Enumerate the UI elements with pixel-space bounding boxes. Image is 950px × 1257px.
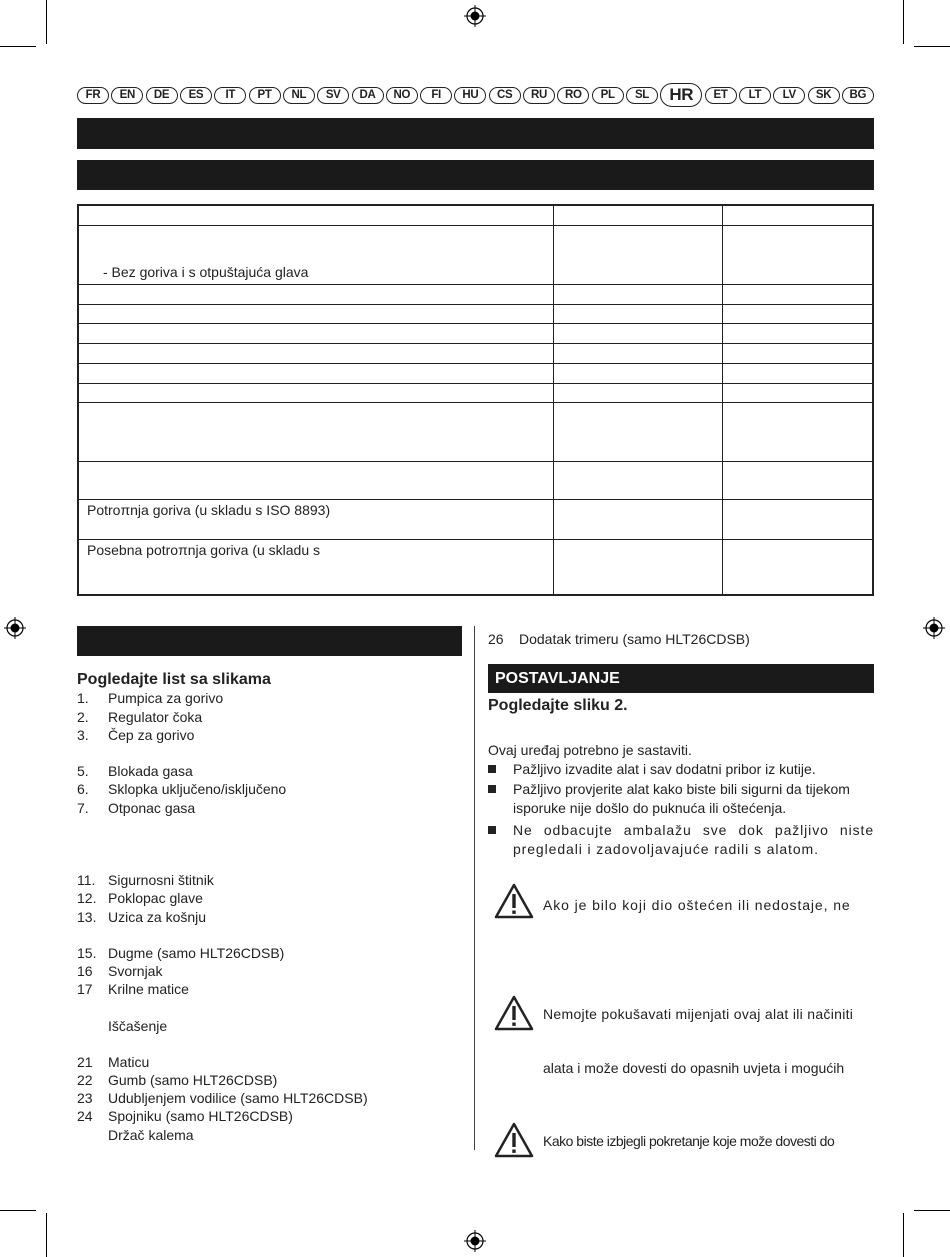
table-row xyxy=(78,284,873,304)
column-divider xyxy=(474,626,475,1150)
table-cell-value xyxy=(554,402,723,461)
list-item: 5. Blokada gasa xyxy=(77,763,193,779)
list-item: 12. Poklopac glave xyxy=(77,890,203,906)
crop-mark xyxy=(914,46,950,47)
list-item: 16 Svornjak xyxy=(77,963,163,979)
spec-table xyxy=(77,204,874,596)
list-item: 11. Sigurnosni štitnik xyxy=(77,872,214,888)
list-item: Iščašenje xyxy=(108,1018,168,1034)
table-cell-value xyxy=(554,205,723,225)
table-row xyxy=(78,205,873,225)
list-item: 1. Pumpica za gorivo xyxy=(77,690,224,706)
table-row xyxy=(78,461,873,499)
registration-mark-icon xyxy=(464,1230,486,1252)
lang-tab-lv[interactable]: LV xyxy=(773,87,805,104)
table-row xyxy=(78,343,873,363)
right-heading: Pogledajte sliku 2. xyxy=(488,697,628,714)
lang-tab-fi[interactable]: FI xyxy=(420,87,452,104)
warning-icon xyxy=(494,883,534,919)
lang-tab-bg[interactable]: BG xyxy=(842,87,874,104)
bullet-square-icon xyxy=(488,826,496,834)
left-heading: Pogledajte list sa slikama xyxy=(77,671,271,688)
table-cell-label xyxy=(78,284,554,304)
list-item: 23 Udubljenjem vodilice (samo HLT26CDSB) xyxy=(77,1090,368,1106)
section-bar-description xyxy=(77,626,462,656)
lang-tab-en[interactable]: EN xyxy=(111,87,143,104)
table-cell-value xyxy=(723,363,874,383)
list-item: 3. Čep za gorivo xyxy=(77,727,195,743)
lang-tab-pl[interactable]: PL xyxy=(592,87,624,104)
list-item: 26 Dodatak trimeru (samo HLT26CDSB) xyxy=(488,631,750,647)
table-cell-value xyxy=(554,539,723,595)
table-cell-value xyxy=(723,383,874,402)
lang-tab-cs[interactable]: CS xyxy=(489,87,521,104)
bullet-item: Pažljivo izvadite alat i sav dodatni pribor iz kutije. xyxy=(488,760,874,779)
table-cell-value xyxy=(723,499,874,539)
crop-mark xyxy=(0,1210,36,1211)
table-row xyxy=(78,363,873,383)
lang-tab-fr[interactable]: FR xyxy=(77,87,109,104)
warning-icon xyxy=(494,995,534,1031)
table-cell-label xyxy=(78,205,554,225)
subtitle-bar xyxy=(77,160,874,190)
list-item: 13. Uzica za košnju xyxy=(77,909,207,925)
crop-mark xyxy=(914,1210,950,1211)
lang-tab-de[interactable]: DE xyxy=(146,87,178,104)
crop-mark xyxy=(46,1213,47,1257)
table-cell-value xyxy=(723,323,874,343)
language-bar xyxy=(77,85,874,105)
list-item: 15. Dugme (samo HLT26CDSB) xyxy=(77,945,285,961)
lang-tab-no[interactable]: NO xyxy=(386,87,418,104)
crop-mark xyxy=(0,46,36,47)
warning-icon xyxy=(494,1122,534,1158)
table-cell-value xyxy=(723,205,874,225)
crop-mark xyxy=(46,0,47,44)
title-bar xyxy=(77,118,874,149)
list-item: 21 Maticu xyxy=(77,1054,150,1070)
list-item: 22 Gumb (samo HLT26CDSB) xyxy=(77,1072,278,1088)
table-cell-value xyxy=(554,304,723,323)
table-cell-label: - Bez goriva i s otpuštajuća glava xyxy=(103,263,309,280)
registration-mark-icon xyxy=(464,5,486,27)
list-item: 2. Regulator čoka xyxy=(77,709,203,725)
table-cell-label xyxy=(78,323,554,343)
table-cell-value xyxy=(554,284,723,304)
table-cell-value xyxy=(554,225,723,284)
table-cell-value xyxy=(723,539,874,595)
bullet-square-icon xyxy=(488,765,496,773)
warning-text: Kako biste izbjegli pokretanje koje može dovesti do xyxy=(543,1133,835,1149)
table-cell-label xyxy=(78,383,554,402)
table-row xyxy=(78,225,873,284)
registration-mark-icon xyxy=(923,617,945,639)
table-cell-label xyxy=(78,461,554,499)
warning-text: alata i može dovesti do opasnih uvjeta i mogućih xyxy=(543,1060,845,1076)
list-item: 24 Spojniku (samo HLT26CDSB) xyxy=(77,1108,293,1124)
crop-mark xyxy=(903,0,904,44)
table-cell-label xyxy=(78,363,554,383)
registration-mark-icon xyxy=(4,617,26,639)
lang-tab-sv[interactable]: SV xyxy=(317,87,349,104)
table-cell-value xyxy=(554,499,723,539)
table-cell-label xyxy=(78,304,554,323)
table-row xyxy=(78,499,873,539)
warning-text: Nemojte pokušavati mijenjati ovaj alat ili načiniti xyxy=(543,1006,854,1022)
table-cell-label xyxy=(78,343,554,363)
bullet-item: Pažljivo provjerite alat kako biste bili sigurni da tijekom isporuke nije došlo do puknuća ili oštećenja. xyxy=(488,780,874,817)
table-cell-value xyxy=(723,284,874,304)
table-cell-value xyxy=(723,402,874,461)
warning-text: Ako je bilo koji dio oštećen ili nedostaje, ne xyxy=(543,897,851,913)
lang-tab-et[interactable]: ET xyxy=(705,87,737,104)
list-item: 6. Sklopka uključeno/isključeno xyxy=(77,781,287,797)
bullet-square-icon xyxy=(488,785,496,793)
table-cell-value xyxy=(554,461,723,499)
table-cell-value xyxy=(723,461,874,499)
table-row xyxy=(78,539,873,595)
table-cell-value xyxy=(554,363,723,383)
table-row xyxy=(78,383,873,402)
table-cell-value xyxy=(723,304,874,323)
table-cell-value xyxy=(723,225,874,284)
table-cell-value xyxy=(723,343,874,363)
table-cell-label: Posebna potroπnja goriva (u skladu s xyxy=(78,539,554,595)
intro-text: Ovaj uređaj potrebno je sastaviti. xyxy=(488,742,692,758)
table-row xyxy=(78,402,873,461)
table-row xyxy=(78,323,873,343)
crop-mark xyxy=(903,1213,904,1257)
lang-tab-hu[interactable]: HU xyxy=(454,87,486,104)
table-cell-value xyxy=(554,323,723,343)
lang-tab-hr[interactable]: HR xyxy=(660,83,702,107)
bullet-item: Ne odbacujte ambalažu sve dok pažljivo niste pregledali i zadovoljavajuće radili s alatom. xyxy=(488,821,874,858)
list-item: 17 Krilne matice xyxy=(77,981,189,997)
lang-tab-pt[interactable]: PT xyxy=(249,87,281,104)
lang-tab-ro[interactable]: RO xyxy=(557,87,589,104)
lang-tab-lt[interactable]: LT xyxy=(739,87,771,104)
lang-tab-da[interactable]: DA xyxy=(352,87,384,104)
table-cell-value xyxy=(554,383,723,402)
table-cell-label xyxy=(78,402,554,461)
lang-tab-nl[interactable]: NL xyxy=(283,87,315,104)
lang-tab-sl[interactable]: SL xyxy=(626,87,658,104)
list-item: 7. Otponac gasa xyxy=(77,800,196,816)
table-cell-label: Potroπnja goriva (u skladu s ISO 8893) xyxy=(78,499,554,539)
table-row xyxy=(78,304,873,323)
lang-tab-sk[interactable]: SK xyxy=(808,87,840,104)
lang-tab-ru[interactable]: RU xyxy=(523,87,555,104)
section-bar-postavljanje: POSTAVLJANJE xyxy=(488,664,874,693)
lang-tab-it[interactable]: IT xyxy=(214,87,246,104)
lang-tab-es[interactable]: ES xyxy=(180,87,212,104)
table-cell-value xyxy=(554,343,723,363)
list-item: Držač kalema xyxy=(108,1127,194,1143)
